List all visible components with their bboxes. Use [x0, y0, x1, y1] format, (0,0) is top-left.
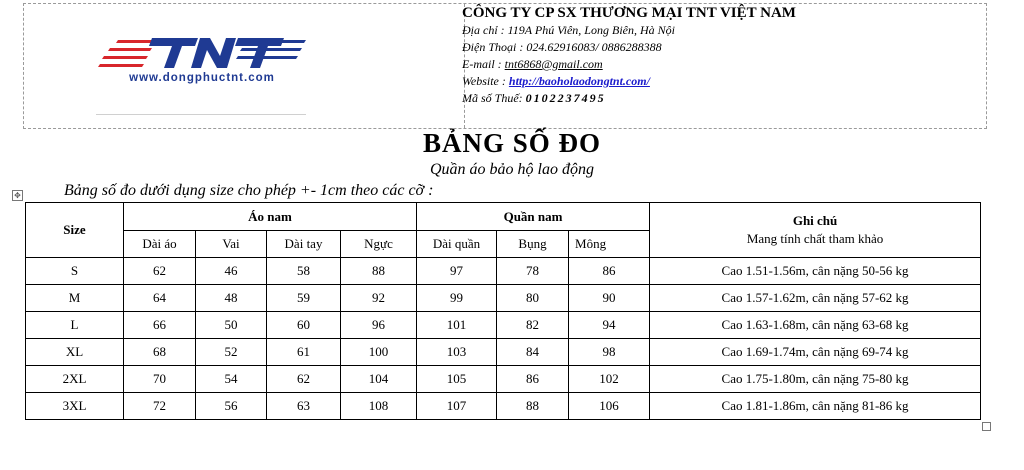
quan-nam-header: Quần nam	[417, 203, 650, 231]
company-address: Địa chỉ : 119A Phú Viên, Long Biên, Hà Nội	[462, 23, 675, 37]
cell-nguc: 92	[341, 285, 417, 312]
cell-note: Cao 1.69-1.74m, cân nặng 69-74 kg	[650, 339, 981, 366]
cell-vai: 56	[196, 393, 267, 420]
cell-note: Cao 1.75-1.80m, cân nặng 75-80 kg	[650, 366, 981, 393]
cell-vai: 54	[196, 366, 267, 393]
table-row	[26, 393, 981, 420]
col-nguc: Ngực	[341, 231, 417, 258]
cell-dai-tay: 62	[267, 366, 341, 393]
table-row	[26, 312, 981, 339]
logo-url: www.dongphuctnt.com	[129, 72, 275, 84]
col-dai-ao: Dài áo	[124, 231, 196, 258]
cell-note: Cao 1.51-1.56m, cân nặng 50-56 kg	[650, 258, 981, 285]
cell-bung: 82	[497, 312, 569, 339]
cell-dai-ao: 62	[124, 258, 196, 285]
cell-nguc: 96	[341, 312, 417, 339]
email-label: E-mail :	[462, 57, 505, 71]
page-subtitle: Quần áo bảo hộ lao động	[430, 161, 594, 178]
cell-dai-quan: 97	[417, 258, 497, 285]
company-name: CÔNG TY CP SX THƯƠNG MẠI TNT VIỆT NAM	[462, 5, 796, 21]
company-phone: Điện Thoại : 024.62916083/ 0886288388	[462, 40, 662, 54]
cell-dai-ao: 70	[124, 366, 196, 393]
cell-bung: 86	[497, 366, 569, 393]
website-link[interactable]: http://baoholaodongtnt.com/	[508, 74, 650, 88]
cell-dai-tay: 58	[267, 258, 341, 285]
cell-nguc: 88	[341, 258, 417, 285]
cell-bung: 78	[497, 258, 569, 285]
ao-nam-header: Áo nam	[124, 203, 417, 231]
cell-size: 2XL	[26, 366, 124, 393]
cell-mong: 106	[569, 393, 650, 420]
email-link[interactable]: tnt6868@gmail.com	[504, 57, 603, 71]
ghi-chu-subtitle: Mang tính chất tham khảo	[746, 231, 884, 246]
table-resize-handle[interactable]	[982, 422, 991, 431]
cell-mong: 90	[569, 285, 650, 312]
cell-dai-ao: 64	[124, 285, 196, 312]
cell-dai-quan: 99	[417, 285, 497, 312]
website-label: Website :	[462, 74, 509, 88]
cell-dai-ao: 72	[124, 393, 196, 420]
tax-label: Mã số Thuế:	[462, 91, 526, 105]
cell-bung: 88	[497, 393, 569, 420]
col-mong: Mông	[569, 231, 650, 258]
cell-size: M	[26, 285, 124, 312]
cell-dai-quan: 101	[417, 312, 497, 339]
table-row	[26, 285, 981, 312]
tnt-logo	[96, 30, 308, 94]
cell-dai-tay: 61	[267, 339, 341, 366]
cell-size: S	[26, 258, 124, 285]
cell-nguc: 108	[341, 393, 417, 420]
cell-dai-tay: 59	[267, 285, 341, 312]
table-row	[26, 339, 981, 366]
cell-note: Cao 1.63-1.68m, cân nặng 63-68 kg	[650, 312, 981, 339]
ghi-chu-title: Ghi chú	[792, 213, 838, 228]
table-header-row-1	[26, 203, 981, 231]
cell-dai-ao: 68	[124, 339, 196, 366]
cell-mong: 102	[569, 366, 650, 393]
cell-dai-quan: 103	[417, 339, 497, 366]
cell-dai-tay: 60	[267, 312, 341, 339]
cell-size: L	[26, 312, 124, 339]
cell-size: XL	[26, 339, 124, 366]
logo-underline	[96, 114, 306, 115]
col-dai-tay: Dài tay	[267, 231, 341, 258]
cell-vai: 52	[196, 339, 267, 366]
cell-size: 3XL	[26, 393, 124, 420]
ghi-chu-header	[650, 203, 981, 258]
table-row	[26, 366, 981, 393]
table-intro-note: Bảng số đo dưới dụng size cho phép +- 1cm theo các cỡ :	[64, 182, 434, 199]
cell-dai-quan: 107	[417, 393, 497, 420]
company-tax-row	[462, 90, 982, 107]
cell-vai: 50	[196, 312, 267, 339]
cell-bung: 80	[497, 285, 569, 312]
col-dai-quan: Dài quần	[417, 231, 497, 258]
company-info	[462, 5, 982, 107]
cell-note: Cao 1.57-1.62m, cân nặng 57-62 kg	[650, 285, 981, 312]
cell-mong: 94	[569, 312, 650, 339]
table-move-handle-icon[interactable]: ✥	[12, 190, 23, 201]
company-website-row	[462, 73, 982, 90]
table-row	[26, 258, 981, 285]
cell-mong: 86	[569, 258, 650, 285]
cell-vai: 48	[196, 285, 267, 312]
page-title: BẢNG SỐ ĐO	[422, 128, 602, 158]
cell-dai-quan: 105	[417, 366, 497, 393]
cell-nguc: 100	[341, 339, 417, 366]
cell-vai: 46	[196, 258, 267, 285]
cell-bung: 84	[497, 339, 569, 366]
company-email-row	[462, 56, 982, 73]
cell-mong: 98	[569, 339, 650, 366]
col-vai: Vai	[196, 231, 267, 258]
cell-note: Cao 1.81-1.86m, cân nặng 81-86 kg	[650, 393, 981, 420]
size-chart-table	[25, 202, 981, 420]
cell-dai-tay: 63	[267, 393, 341, 420]
cell-nguc: 104	[341, 366, 417, 393]
size-header: Size	[26, 203, 124, 258]
tax-number: 0102237495	[525, 91, 606, 105]
cell-dai-ao: 66	[124, 312, 196, 339]
col-bung: Bụng	[497, 231, 569, 258]
